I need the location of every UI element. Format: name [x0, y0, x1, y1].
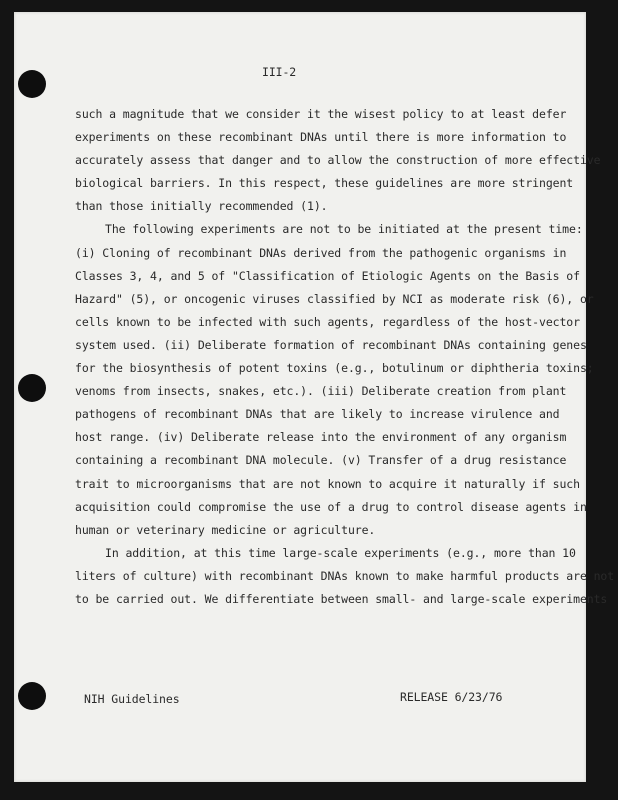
text-line: system used. (ii) Deliberate formation of recombinant DNAs containing genes	[75, 337, 587, 352]
text-line: liters of culture) with recombinant DNAs known to make harmful products are not	[75, 568, 615, 583]
text-line: experiments on these recombinant DNAs until there is more information to	[75, 130, 567, 145]
punch-hole	[18, 682, 46, 710]
text-line: than those initially recommended (1).	[75, 199, 328, 214]
text-line: human or veterinary medicine or agriculture.	[75, 522, 376, 537]
text-line: biological barriers. In this respect, these guidelines are more stringent	[75, 176, 574, 191]
text-line: cells known to be infected with such agents, regardless of the host-vector	[75, 314, 580, 329]
text-line: venoms from insects, snakes, etc.). (iii) Deliberate creation from plant	[75, 384, 567, 399]
text-line: Hazard" (5), or oncogenic viruses classified by NCI as moderate risk (6), or	[75, 291, 594, 306]
text-line: host range. (iv) Deliberate release into the environment of any organism	[75, 430, 567, 445]
text-line: to be carried out. We differentiate between small- and large-scale experiments	[75, 591, 608, 606]
page-number: III-2	[262, 65, 297, 79]
text-line: containing a recombinant DNA molecule. (v) Transfer of a drug resistance	[75, 453, 567, 468]
text-line: trait to microorganisms that are not known to acquire it naturally if such	[75, 476, 580, 491]
punch-hole	[18, 70, 46, 98]
text-line: acquisition could compromise the use of a drug to control disease agents in	[75, 499, 587, 514]
footer-release-date: RELEASE 6/23/76	[400, 690, 503, 704]
paragraph-start-line: The following experiments are not to be initiated at the present time:	[105, 222, 583, 237]
punch-hole	[18, 374, 46, 402]
text-line: pathogens of recombinant DNAs that are likely to increase virulence and	[75, 407, 560, 422]
text-line: (i) Cloning of recombinant DNAs derived from the pathogenic organisms in	[75, 245, 567, 260]
text-line: for the biosynthesis of potent toxins (e.g., botulinum or diphtheria toxins;	[75, 361, 594, 376]
body-text	[75, 103, 615, 611]
text-line: such a magnitude that we consider it the wisest policy to at least defer	[75, 107, 567, 121]
footer-source: NIH Guidelines	[84, 692, 180, 706]
paper-page	[14, 12, 615, 782]
paragraph-start-line: In addition, at this time large-scale experiments (e.g., more than 10	[105, 545, 576, 560]
text-line: accurately assess that danger and to allow the construction of more effective	[75, 153, 601, 168]
text-line: Classes 3, 4, and 5 of "Classification of Etiologic Agents on the Basis of	[75, 268, 580, 283]
